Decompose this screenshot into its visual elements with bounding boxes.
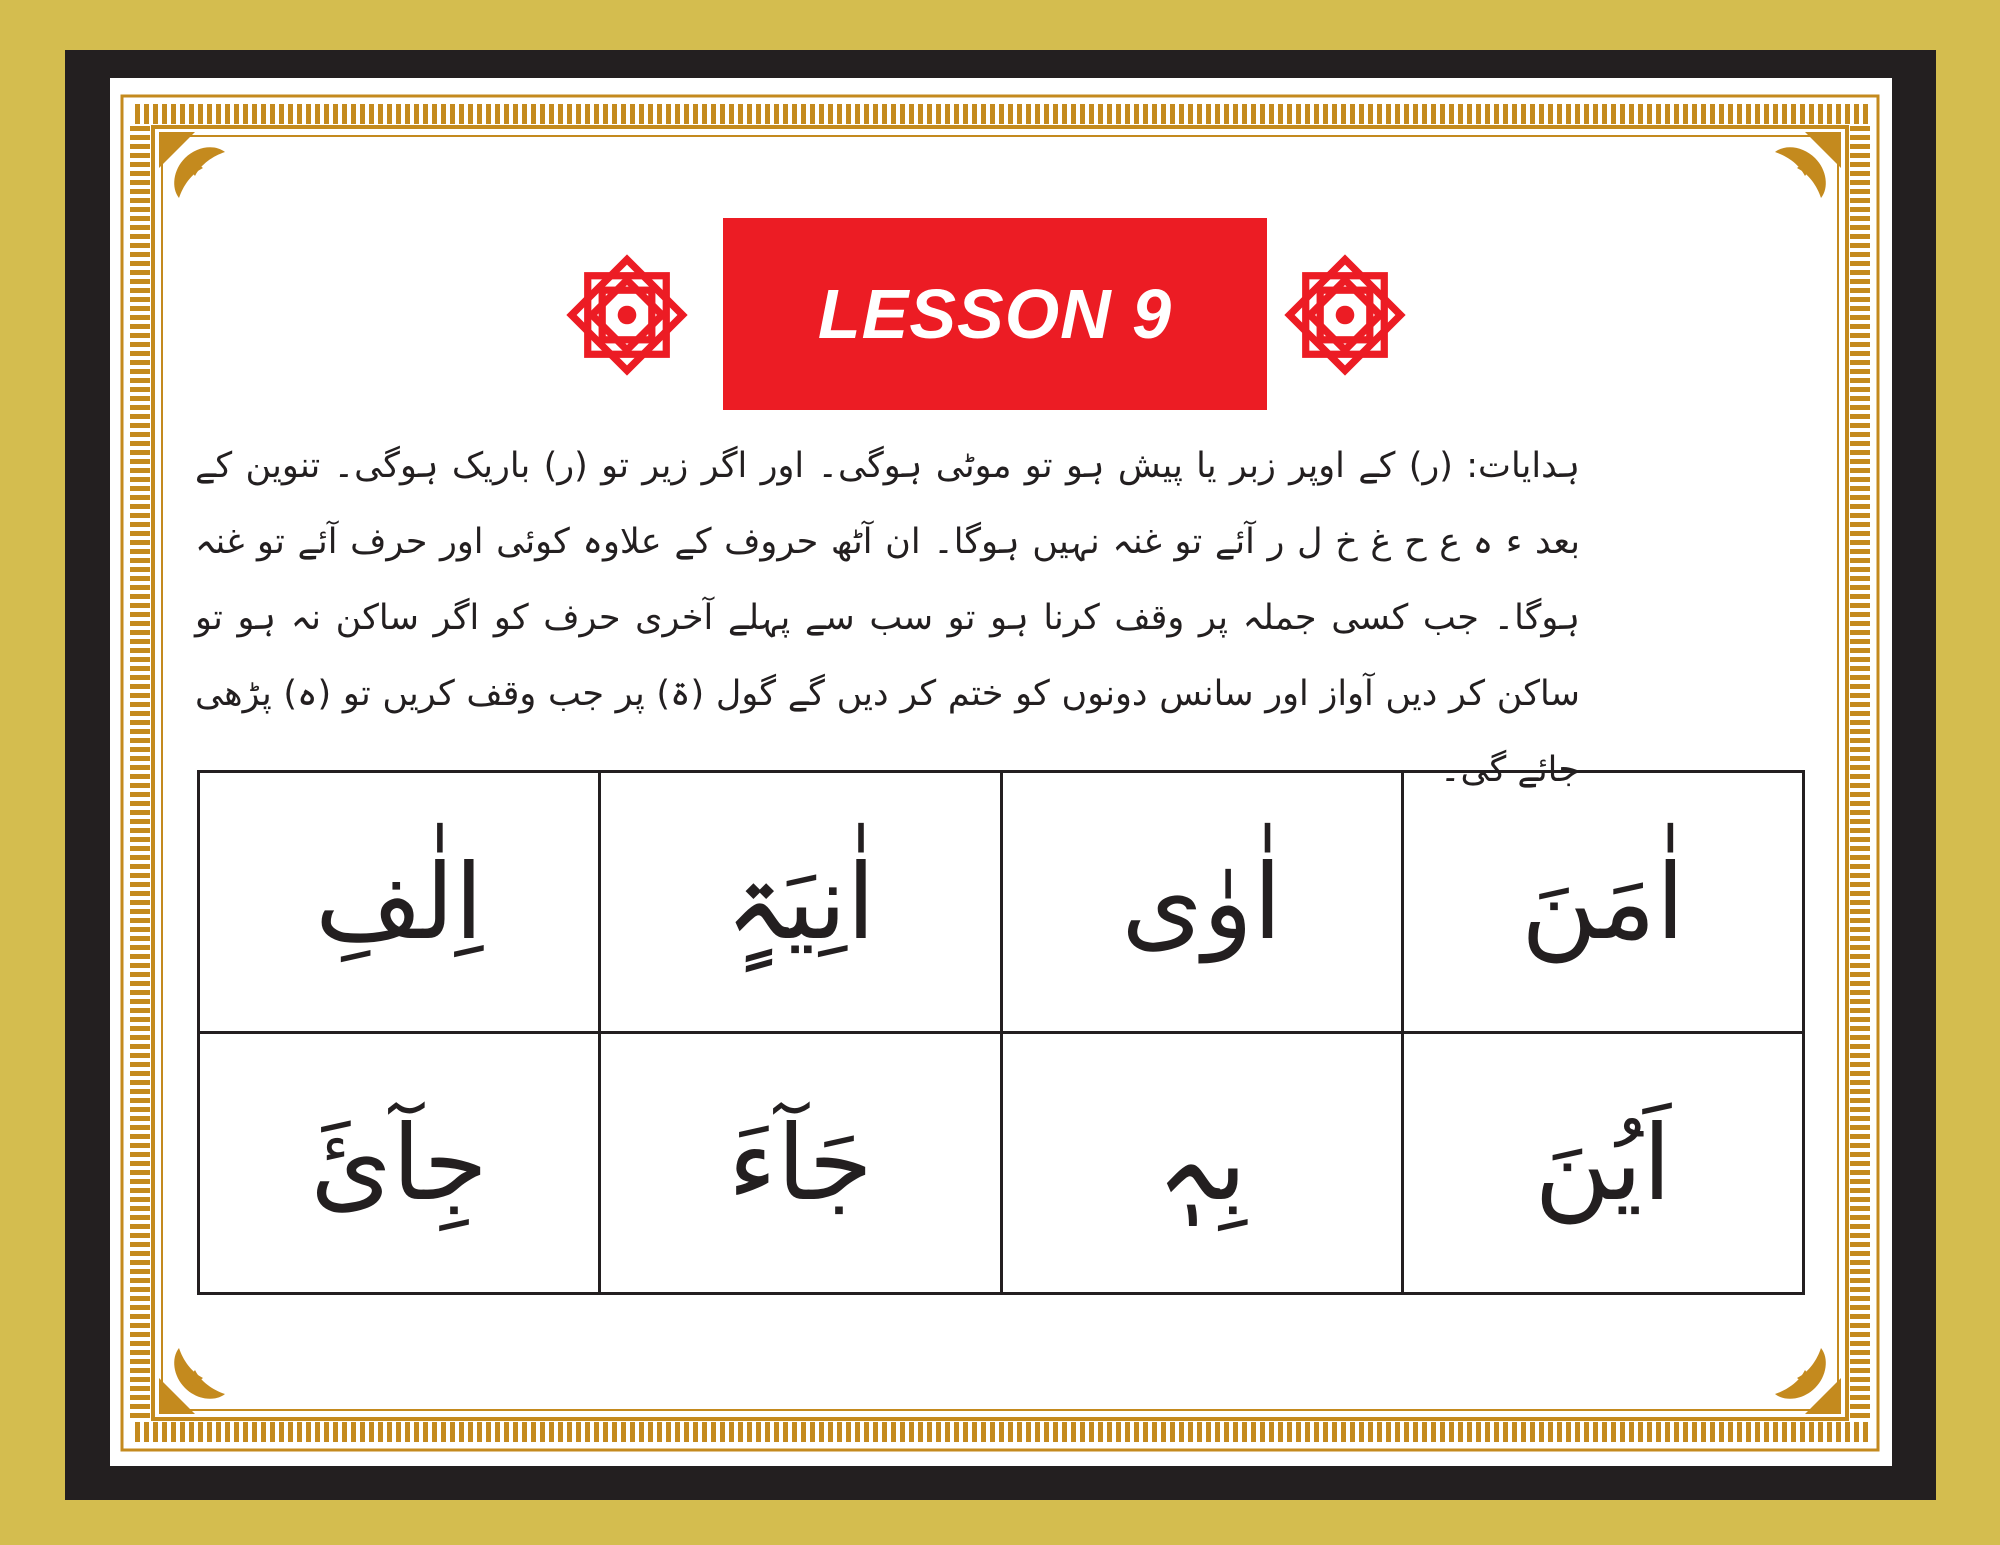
grid-row (199, 772, 1804, 1033)
grid-row (199, 1033, 1804, 1294)
word-grid (197, 770, 1805, 1295)
word-cell: اٰنِیَۃٍ (600, 772, 1001, 1033)
corner-leaf-icon (155, 128, 235, 208)
word-cell: بِہٖ (1001, 1033, 1402, 1294)
word-cell: جِآئَ (199, 1033, 600, 1294)
corner-leaf-icon (155, 1338, 235, 1418)
word-cell: اٰمَنَ (1402, 772, 1803, 1033)
lesson-title: LESSON 9 (817, 275, 1173, 353)
word-cell: اٰوٰی (1001, 772, 1402, 1033)
word-cell: اِلٰفِ (199, 772, 600, 1033)
corner-leaf-icon (1765, 1338, 1845, 1418)
corner-leaf-icon (1765, 128, 1845, 208)
star-medallion-icon (1283, 253, 1407, 377)
lesson-title-banner (723, 218, 1267, 410)
star-medallion-icon (565, 253, 689, 377)
instructions-text: ہدایات: (ر) کے اوپر زبر یا پیش ہو تو موٹی ہوگی۔ اور اگر زیر تو (ر) باریک ہوگی۔ تنوین کے بعد ء ہ ع ح غ خ ل ر آئے تو غنہ نہیں ہوگا۔ ان آٹھ حروف کے علاوہ کوئی اور حرف آئے تو غنہ ہوگا۔ جب کسی جملہ پر وقف کرنا ہو تو سب سے پہلے آخری حرف کو اگر ساکن نہ ہو تو ساکن کر دیں آواز اور سانس دونوں کو ختم کر دیں گے گول (ۃ) پر جب وقف کریں تو (ہ) پڑھی جائے گی۔ (195, 446, 1580, 790)
word-cell: جَآءَ (600, 1033, 1001, 1294)
word-cell: اَیُنَ (1402, 1033, 1803, 1294)
